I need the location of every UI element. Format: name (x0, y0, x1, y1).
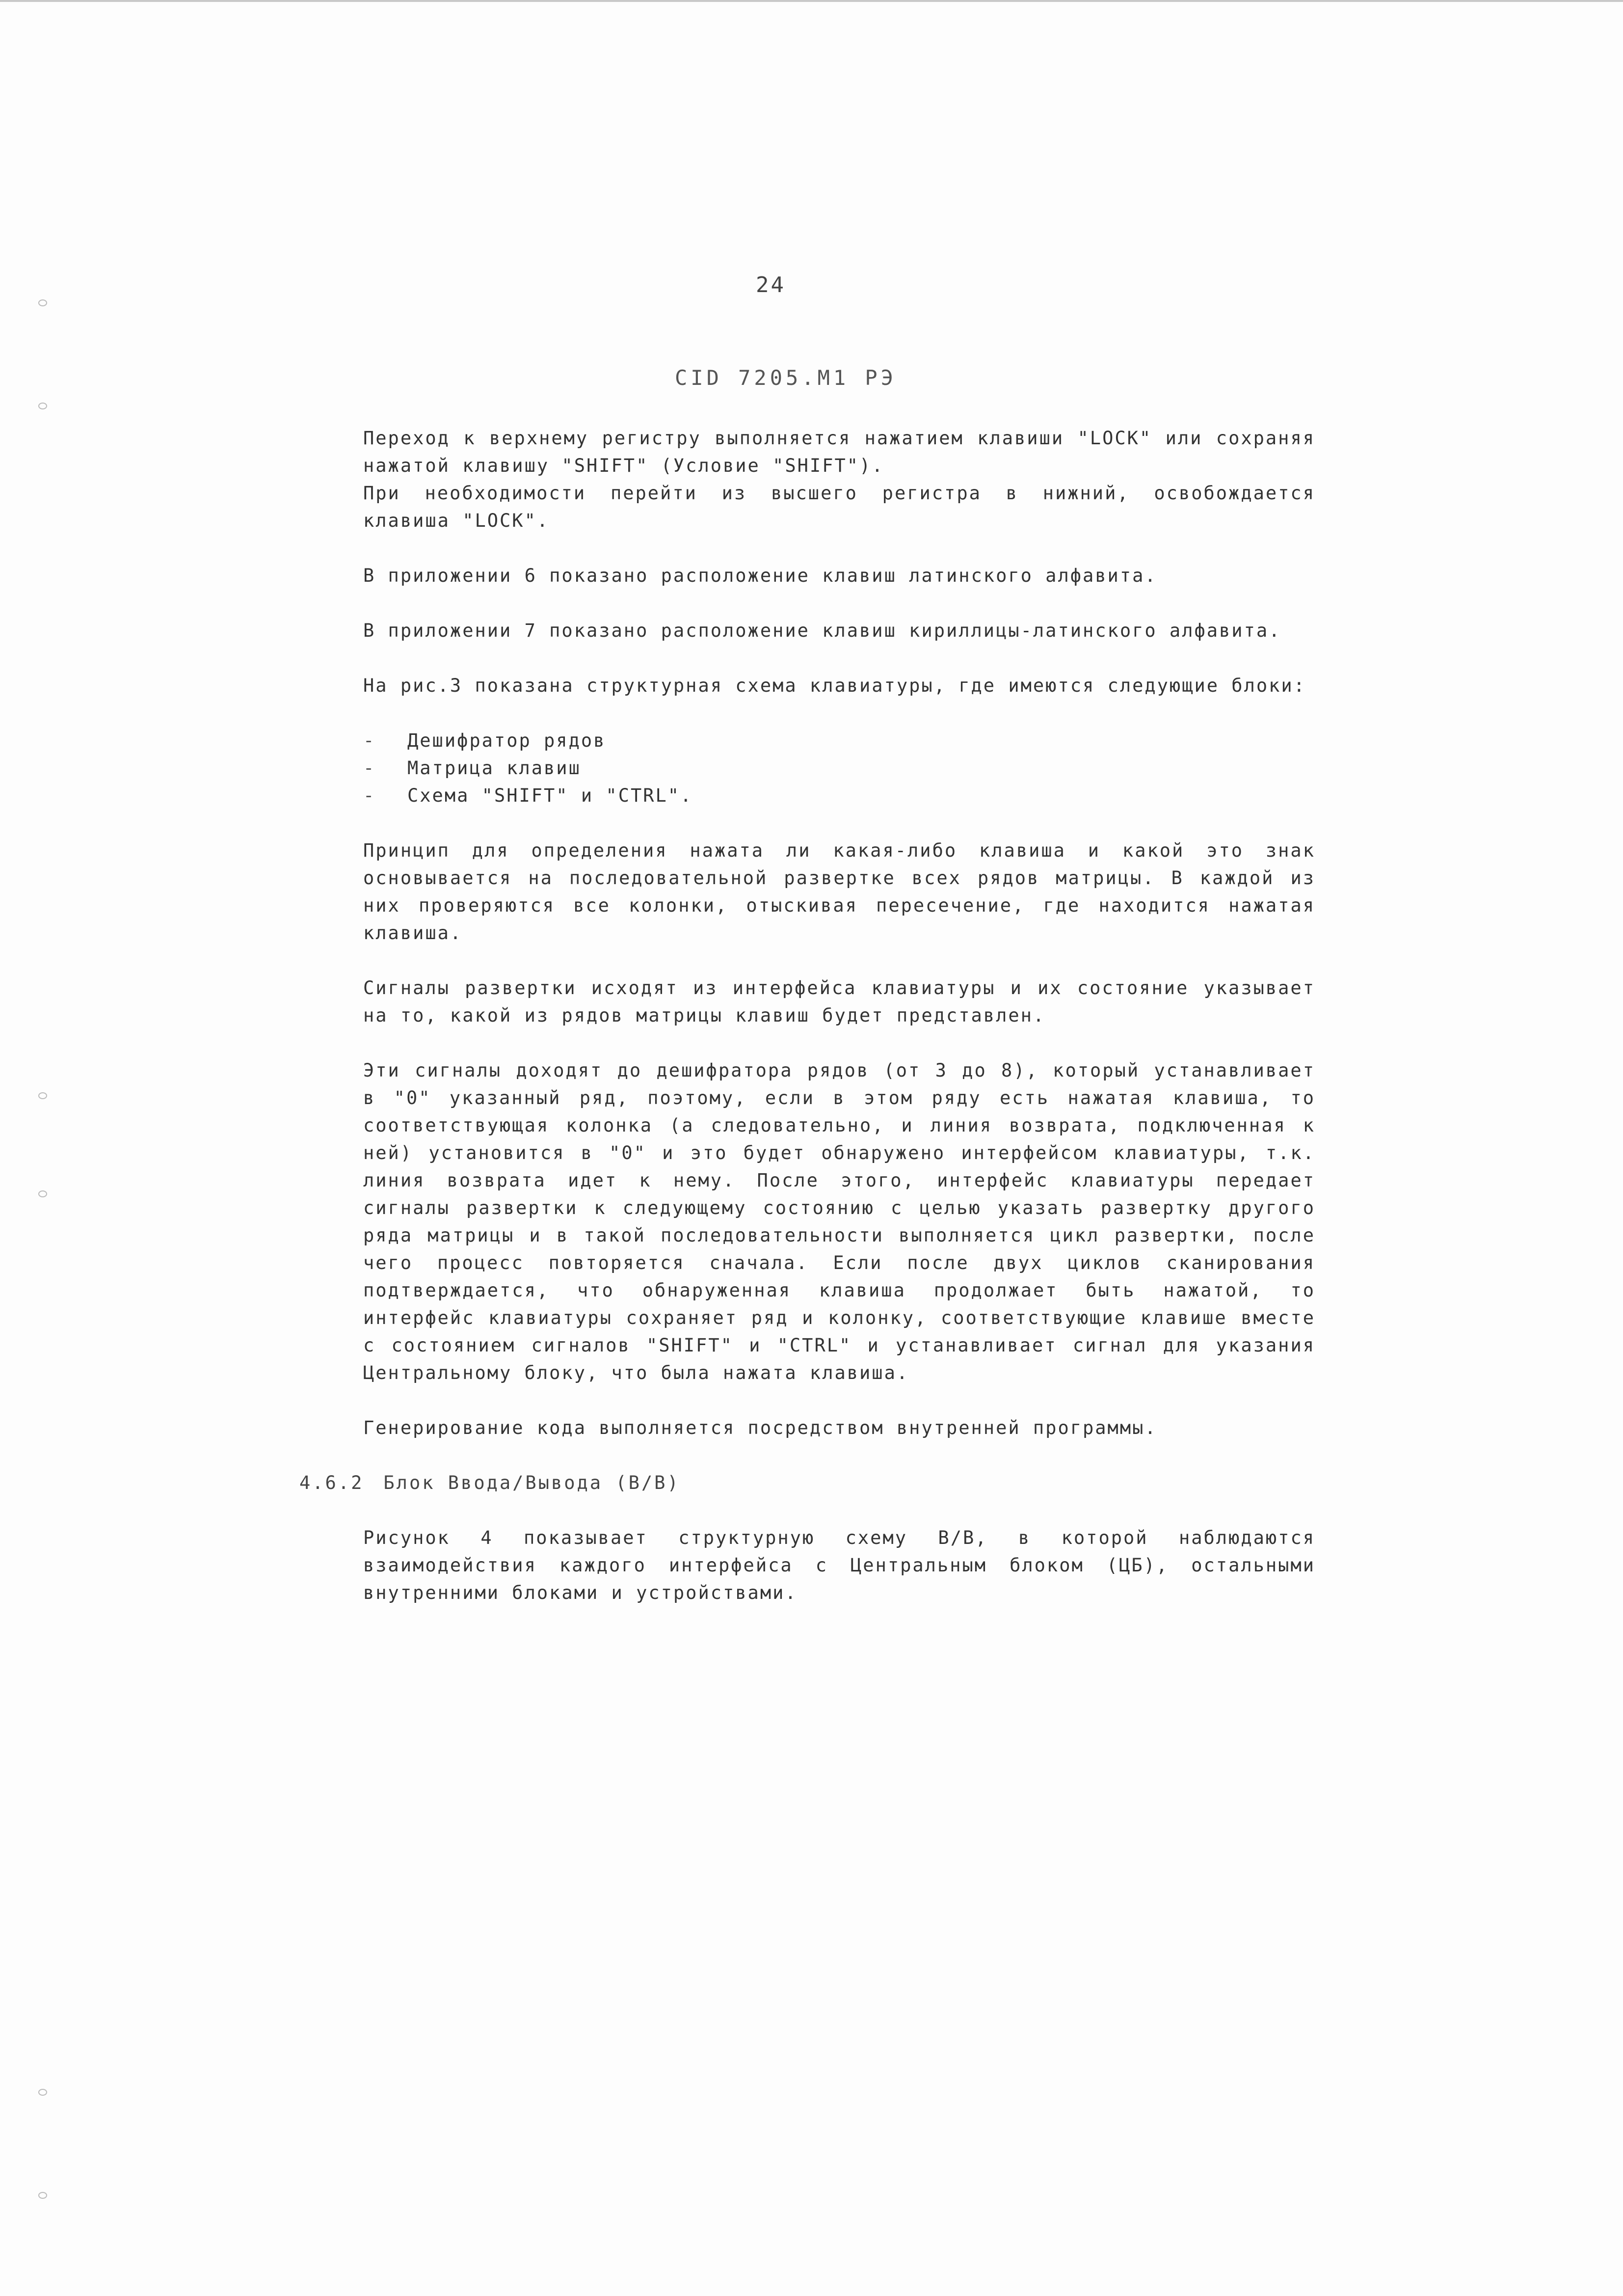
punch-mark (38, 403, 47, 409)
punch-mark (38, 1190, 47, 1197)
list-item (363, 727, 1315, 755)
paragraph: В приложении 6 показано расположение клавиш латинского алфавита. (363, 565, 1157, 586)
paragraph: Рисунок 4 показывает структурную схему В/В, в которой наблюдаются взаимодействия каждого интерфейса с Центральным блоком (ЦБ), остальными внутренними блоками и устройствами. (363, 1527, 1315, 1603)
section-title: Блок Ввода/Вывода (В/В) (383, 1472, 680, 1493)
list-item-text: Дешифратор рядов (407, 730, 606, 751)
list-dash: - (363, 757, 376, 779)
list-item (363, 755, 1315, 782)
paragraph: В приложении 7 показано расположение клавиш кириллицы-латинского алфавита. (363, 620, 1281, 641)
punch-mark (38, 1092, 47, 1099)
paragraph: Переход к верхнему регистру выполняется нажатием клавиши "LOCK" или сохраняя нажатой клавишу "SHIFT" (Условие "SHIFT"). (363, 428, 1315, 476)
list-dash: - (363, 785, 376, 806)
list-dash: - (363, 730, 376, 751)
page-number: 24 (756, 272, 786, 297)
scan-edge-line (0, 0, 1623, 2)
block-list (363, 727, 1315, 810)
punch-mark (38, 299, 47, 306)
paragraph: Сигналы развертки исходят из интерфейса клавиатуры и их состояние указывает на то, какой из рядов матрицы клавиш будет представлен. (363, 977, 1315, 1026)
list-item-text: Матрица клавиш (407, 757, 581, 779)
body-text (299, 425, 1315, 1634)
paragraph: На рис.3 показана структурная схема клавиатуры, где имеются следующие блоки: (363, 675, 1306, 696)
paragraph: Эти сигналы доходят до дешифратора рядов (от 3 до 8), который устанавливает в "0" указанный ряд, поэтому, если в этом ряду есть нажатая клавиша, то соответствующая колонка (а следовательно, и линия возврата, подключенная к ней) установится в "0" и это будет обнаружено интерфейсом клавиатуры, т.к. линия возврата идет к нему. После этого, интерфейс клавиатуры передает сигналы развертки к следующему состоянию с целью указать развертку другого ряда матрицы и в такой последовательности выполняется цикл развертки, после чего процесс повторяется сначала. Если после двух циклов сканирования подтверждается, что обнаруженная клавиша продолжает быть нажатой, то интерфейс клавиатуры сохраняет ряд и колонку, соответствующие клавише вместе с состоянием сигналов "SHIFT" и "CTRL" и устанавливает сигнал для указания Центральному блоку, что была нажата клавиша. (363, 1060, 1315, 1383)
punch-mark (38, 2192, 47, 2199)
list-item-text: Схема "SHIFT" и "CTRL". (407, 785, 693, 806)
punch-mark (38, 2089, 47, 2096)
paragraph: При необходимости перейти из высшего регистра в нижний, освобождается клавиша "LOCK". (363, 483, 1315, 531)
section-number: 4.6.2 (299, 1472, 364, 1493)
paragraph: Генерирование кода выполняется посредством внутренней программы. (363, 1417, 1157, 1438)
document-code: CID 7205.M1 РЭ (675, 366, 897, 390)
paragraph: Принцип для определения нажата ли какая-либо клавиша и какой это знак основывается на последовательной развертке всех рядов матрицы. В каждой из них проверяются все колонки, отыскивая пересечение, где находится нажатая клавиша. (363, 840, 1315, 944)
list-item (363, 782, 1315, 810)
section-heading (299, 1469, 1315, 1497)
